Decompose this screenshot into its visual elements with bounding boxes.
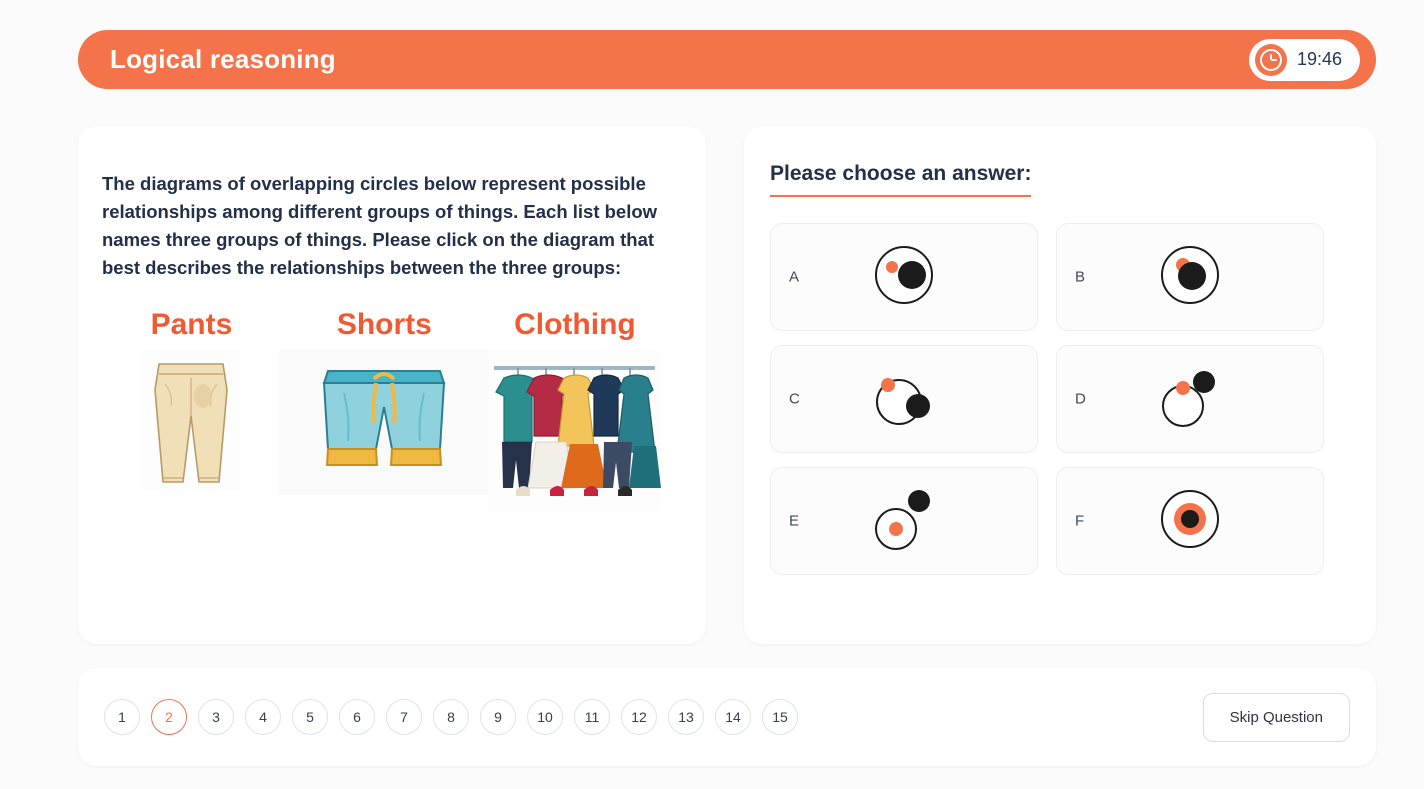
answer-option-f[interactable] xyxy=(1056,467,1324,575)
answer-option-e[interactable] xyxy=(770,467,1038,575)
group-illustrations xyxy=(102,308,662,510)
clothing-rack-illustration xyxy=(488,350,661,510)
page-number[interactable]: 4 xyxy=(245,699,281,735)
page-title: Logical reasoning xyxy=(110,44,336,74)
question-pager xyxy=(104,699,798,735)
page-number[interactable]: 3 xyxy=(198,699,234,735)
page-number[interactable]: 1 xyxy=(104,699,140,735)
pants-illustration xyxy=(141,350,241,490)
page-number[interactable]: 10 xyxy=(527,699,563,735)
answer-option-b[interactable] xyxy=(1056,223,1324,331)
page-number[interactable]: 13 xyxy=(668,699,704,735)
option-letter: C xyxy=(789,390,800,408)
page-number[interactable]: 15 xyxy=(762,699,798,735)
skip-question-button[interactable]: Skip Question xyxy=(1203,693,1350,742)
option-letter: E xyxy=(789,512,800,530)
footer-bar xyxy=(78,668,1376,766)
venn-diagram-b xyxy=(1155,240,1225,315)
venn-diagram-a xyxy=(869,240,939,315)
clock-icon xyxy=(1255,44,1287,76)
page-number[interactable]: 5 xyxy=(292,699,328,735)
option-letter: B xyxy=(1075,268,1086,286)
group-label: Pants xyxy=(150,308,233,341)
page-number[interactable]: 12 xyxy=(621,699,657,735)
page-number[interactable]: 14 xyxy=(715,699,751,735)
venn-diagram-e xyxy=(864,481,944,562)
venn-diagram-c xyxy=(864,362,944,437)
page-number[interactable]: 7 xyxy=(386,699,422,735)
app-header xyxy=(78,30,1376,89)
group-label: Clothing xyxy=(514,308,636,341)
page-number[interactable]: 6 xyxy=(339,699,375,735)
option-letter: F xyxy=(1075,512,1085,530)
answers-panel xyxy=(744,126,1376,644)
option-letter: D xyxy=(1075,390,1086,408)
answers-title: Please choose an answer: xyxy=(770,162,1031,197)
answer-options-grid xyxy=(770,223,1350,575)
timer-value: 19:46 xyxy=(1296,49,1342,69)
group-label: Shorts xyxy=(336,308,432,341)
answer-option-a[interactable] xyxy=(770,223,1038,331)
answer-option-d[interactable] xyxy=(1056,345,1324,453)
page-number[interactable]: 8 xyxy=(433,699,469,735)
answer-option-c[interactable] xyxy=(770,345,1038,453)
option-letter: A xyxy=(789,268,800,286)
page-number-active[interactable]: 2 xyxy=(151,699,187,735)
shorts-illustration xyxy=(279,350,489,495)
timer-badge xyxy=(1249,39,1360,81)
question-prompt: The diagrams of overlapping circles below represent possible relationships among different groups of things. Each list below names three groups of things. Please click on the diagram that best describes the relationships between the three groups: xyxy=(102,173,658,278)
group-item xyxy=(102,308,281,490)
group-item xyxy=(281,308,488,495)
page-number[interactable]: 11 xyxy=(574,699,610,735)
question-panel xyxy=(78,126,706,644)
venn-diagram-f xyxy=(1155,484,1225,559)
group-item xyxy=(488,308,662,510)
venn-diagram-d xyxy=(1150,362,1230,437)
page-number[interactable]: 9 xyxy=(480,699,516,735)
